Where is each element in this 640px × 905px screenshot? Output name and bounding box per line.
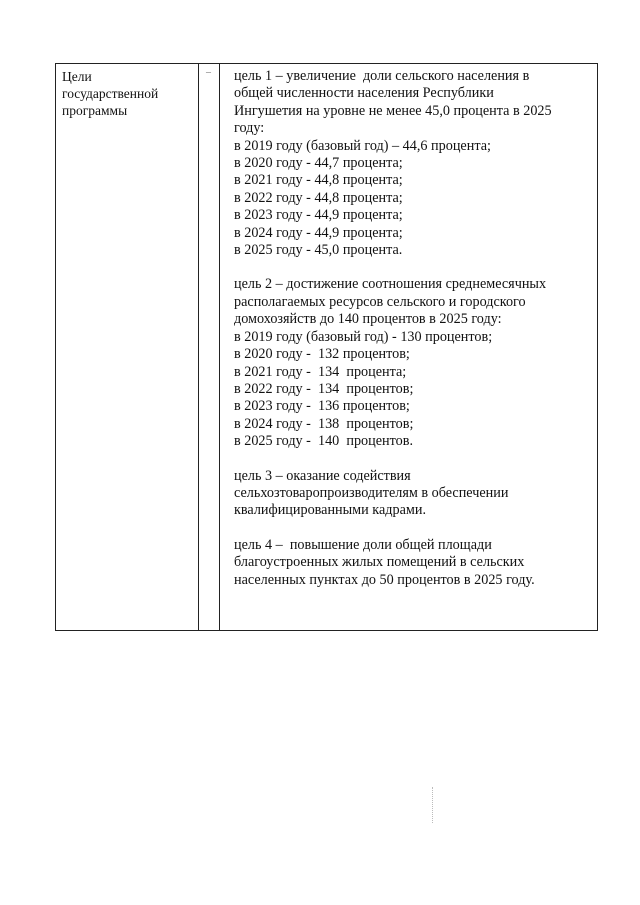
goal-line: в 2020 году - 44,7 процента; — [234, 155, 403, 172]
goal-line: цель 2 – достижение соотношения среднемесячных — [234, 276, 547, 293]
goal-line: в 2021 году - 44,8 процента; — [234, 172, 403, 189]
goal-line: в 2019 году (базовый год) - 130 процентов; — [234, 328, 493, 345]
goal-line: располагаемых ресурсов сельского и городского — [234, 293, 526, 310]
scan-artifact — [432, 787, 435, 823]
goal-line: в 2022 году - 134 процентов; — [234, 380, 414, 397]
goal-line: домохозяйств до 140 процентов в 2025 году: — [234, 311, 502, 328]
goal-line: населенных пунктах до 50 процентов в 2025 году. — [234, 571, 535, 588]
goal-line: в 2023 году - 136 процентов; — [234, 398, 410, 415]
goal-line: благоустроенных жилых помещений в сельских — [234, 554, 525, 571]
goal-line: квалифицированными кадрами. — [234, 502, 427, 519]
goal-line: в 2025 году - 140 процентов. — [234, 433, 413, 450]
goal-paragraph — [234, 68, 594, 259]
goal-paragraph — [234, 468, 594, 520]
goal-line: цель 3 – оказание содействия — [234, 467, 411, 484]
goal-paragraph — [234, 276, 594, 450]
goal-line: в 2025 году - 45,0 процента. — [234, 242, 403, 259]
goal-line: в 2024 году - 44,9 процента; — [234, 224, 403, 241]
goal-line: в 2023 году - 44,9 процента; — [234, 207, 403, 224]
goal-line: в 2022 году - 44,8 процента; — [234, 189, 403, 206]
program-goals-table — [55, 63, 598, 631]
goal-line: в 2020 году - 132 процентов; — [234, 346, 410, 363]
goals-text — [234, 68, 594, 606]
goal-line: в 2021 году - 134 процента; — [234, 363, 407, 380]
goal-line: Ингушетия на уровне не менее 45,0 процента в 2025 — [234, 102, 552, 119]
goal-line: общей численности населения Республики — [234, 85, 494, 102]
column-divider — [219, 64, 220, 630]
goal-line: цель 1 – увеличение доли сельского населения в — [234, 68, 530, 84]
goal-line: в 2019 году (базовый год) – 44,6 процента; — [234, 137, 491, 154]
goal-paragraph — [234, 537, 594, 589]
column-divider — [198, 64, 199, 630]
goal-line: цель 4 – повышение доли общей площади — [234, 536, 492, 553]
goal-line: году: — [234, 120, 265, 137]
goal-line: в 2024 году - 138 процентов; — [234, 415, 414, 432]
separator-dash: – — [206, 67, 211, 78]
row-label: Цели государственной программы — [62, 69, 159, 118]
goal-line: сельхозтоваропроизводителям в обеспечении — [234, 484, 509, 501]
